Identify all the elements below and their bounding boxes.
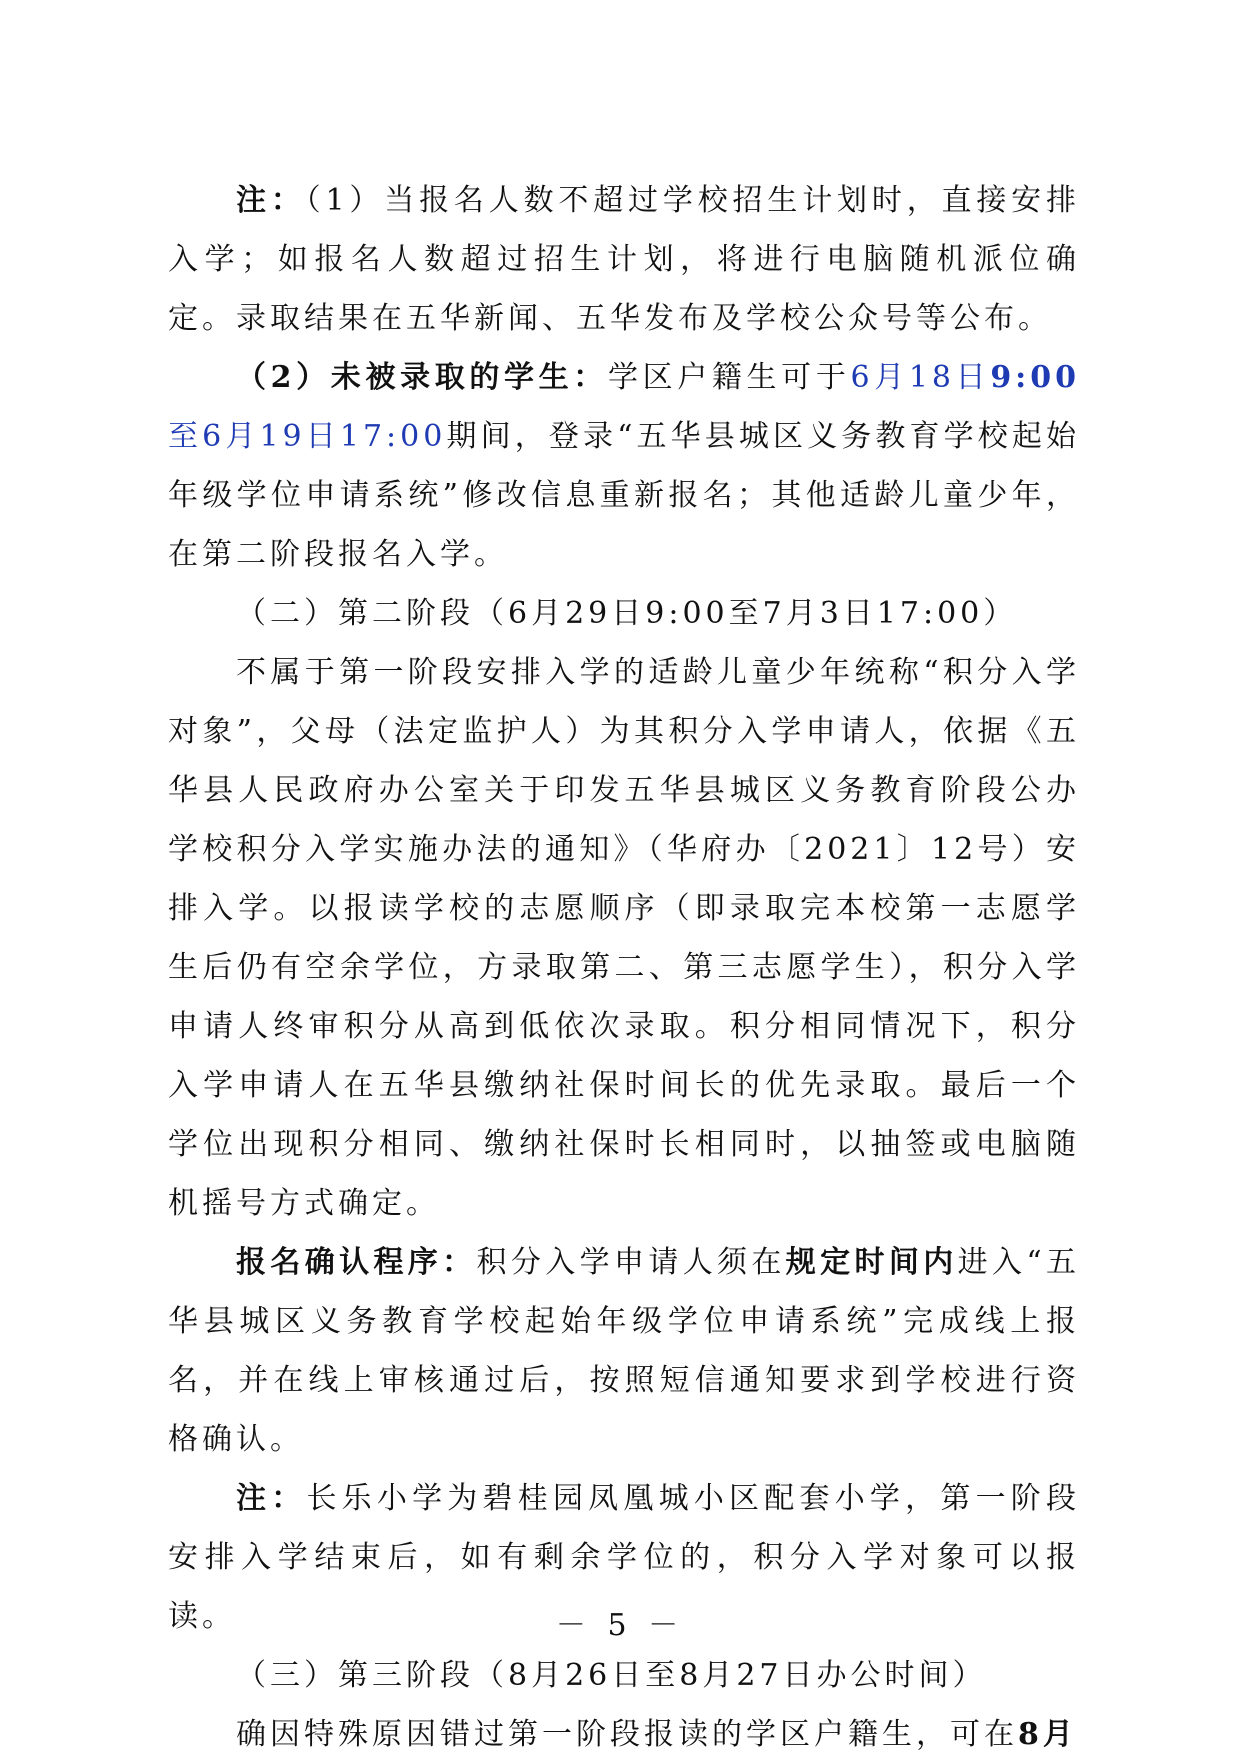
registration-text-b: 进入“五华县城区义务教育学校起始年级学位申请系统”完成线上报名，并在线上审核通过后，按照短信通知要求到学校进行资格确认。 bbox=[168, 1245, 1081, 1457]
note-paragraph-1 bbox=[168, 171, 1080, 348]
note-text-2: 长乐小学为碧桂园凤凰城小区配套小学，第一阶段安排入学结束后，如有剩余学位的，积分入学对象可以报读。 bbox=[168, 1481, 1081, 1634]
note-label-2: 注： bbox=[236, 1481, 307, 1516]
stage-three-bold-end: 8月 bbox=[1018, 1717, 1077, 1752]
unadmitted-label: （2）未被录取的学生： bbox=[236, 360, 608, 395]
unadmitted-text-b: 期间，登录“五华县城区义务教育学校起始年级学位申请系统”修改信息重新报名；其他适龄儿童少年，在第二阶段报名入学。 bbox=[168, 419, 1081, 572]
time-start: 9:00 bbox=[990, 360, 1081, 395]
registration-confirmation-paragraph bbox=[168, 1233, 1080, 1469]
page-number: － 5 － bbox=[555, 1608, 685, 1643]
date-end: 6月19日17:00 bbox=[202, 419, 447, 454]
stage-two-heading: （二）第二阶段（6月29日9:00至7月3日17:00） bbox=[236, 596, 1018, 631]
registration-bold-mid: 规定时间内 bbox=[785, 1245, 958, 1280]
registration-text-a: 积分入学申请人须在 bbox=[476, 1245, 786, 1280]
document-body bbox=[168, 171, 1080, 1764]
date-start: 6月18日 bbox=[850, 360, 991, 395]
unadmitted-text-a: 学区户籍生可于 bbox=[607, 360, 851, 395]
stage-three-text: 确因特殊原因错过第一阶段报读的学区户籍生，可在 bbox=[236, 1717, 1018, 1752]
stage-three-heading: （三）第三阶段（8月26日至8月27日办公时间） bbox=[236, 1658, 987, 1693]
stage-three-paragraph bbox=[168, 1705, 1080, 1764]
date-to: 至 bbox=[168, 419, 203, 454]
registration-label: 报名确认程序： bbox=[236, 1245, 477, 1280]
note-text: （1）当报名人数不超过学校招生计划时，直接安排入学；如报名人数超过招生计划，将进行电脑随机派位确定。录取结果在五华新闻、五华发布及学校公众号等公布。 bbox=[168, 183, 1081, 336]
note-label: 注： bbox=[236, 183, 306, 218]
unadmitted-students-paragraph bbox=[168, 348, 1080, 584]
stage-two-paragraph: 不属于第一阶段安排入学的适龄儿童少年统称“积分入学对象”，父母（法定监护人）为其积分入学申请人，依据《五华县人民政府办公室关于印发五华县城区义务教育阶段公办学校积分入学实施办法的通知》（华府办〔2021〕12号）安排入学。以报读学校的志愿顺序（即录取完本校第一志愿学生后仍有空余学位，方录取第二、第三志愿学生），积分入学申请人终审积分从高到低依次录取。积分相同情况下，积分入学申请人在五华县缴纳社保时间长的优先录取。最后一个学位出现积分相同、缴纳社保时长相同时，以抽签或电脑随机摇号方式确定。 bbox=[168, 655, 1080, 1221]
